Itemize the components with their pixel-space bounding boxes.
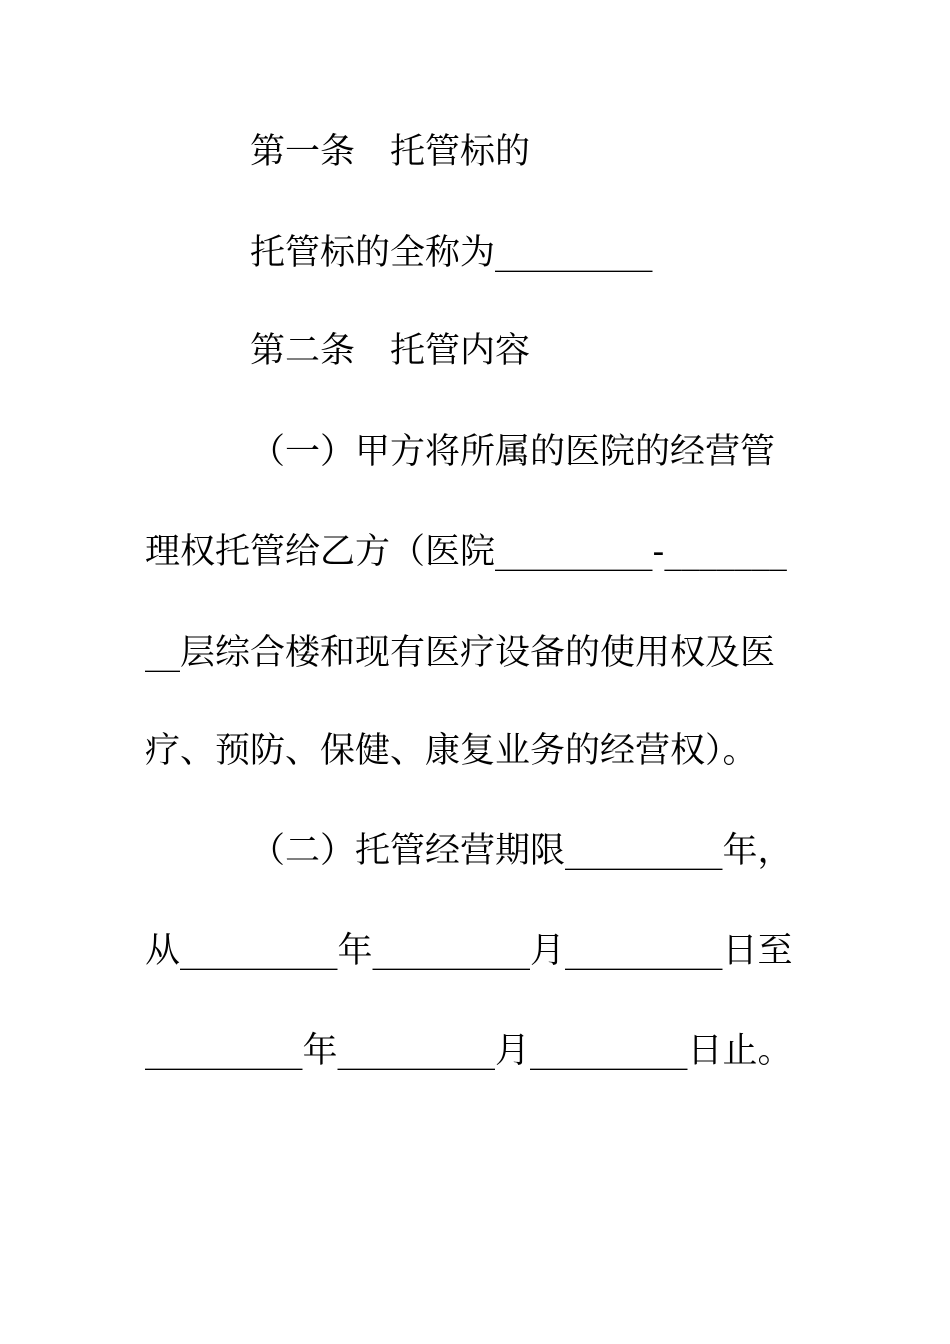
item1-line4: 疗、预防、保健、康复业务的经营权）。 bbox=[145, 731, 758, 771]
item2-line2: 从_________年_________月_________日至 bbox=[145, 931, 793, 971]
article1-heading: 第一条 托管标的 bbox=[250, 132, 531, 172]
article1-text: 托管标的全称为_________ bbox=[250, 233, 653, 273]
item1-line3: __层综合楼和现有医疗设备的使用权及医 bbox=[145, 633, 776, 673]
item1-line1: （一）甲方将所属的医院的经营管 bbox=[250, 432, 776, 472]
article2-heading: 第二条 托管内容 bbox=[250, 331, 531, 371]
item2-line3: _________年_________月_________日止。 bbox=[145, 1031, 793, 1071]
item2-line1: （二）托管经营期限_________年， bbox=[250, 831, 793, 871]
item1-line2: 理权托管给乙方（医院_________-_______ bbox=[145, 532, 787, 572]
